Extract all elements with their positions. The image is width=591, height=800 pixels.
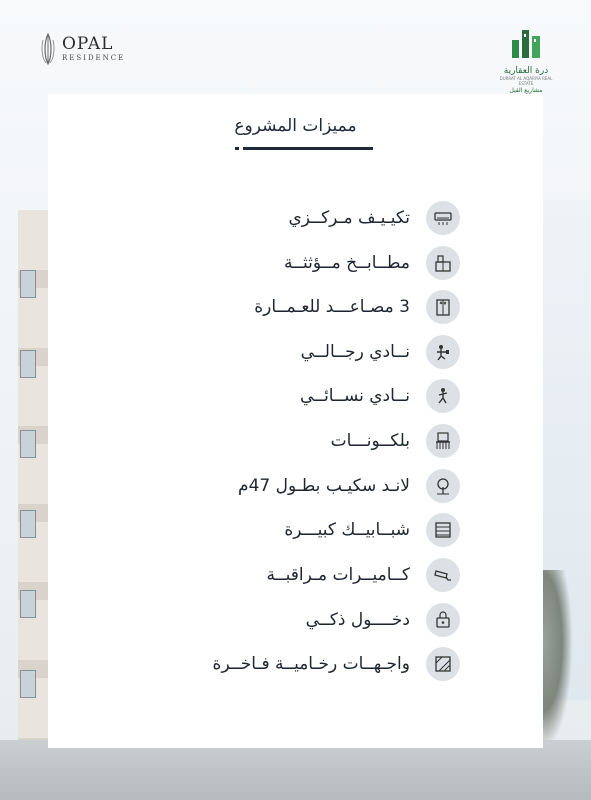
building-window [20, 510, 36, 538]
feature-item [170, 289, 460, 325]
feature-item [170, 378, 460, 414]
leaf-logo-icon [40, 32, 56, 66]
title-underline [243, 147, 373, 150]
brand-right-tag: مشاريع القيل [509, 87, 543, 94]
feature-item [170, 245, 460, 281]
feature-item [170, 334, 460, 370]
feature-label: كــاميــرات مـراقبــة [266, 565, 410, 585]
building-window [20, 670, 36, 698]
building-window [20, 430, 36, 458]
page-title: مميزات المشروع [234, 116, 357, 136]
building-window [20, 350, 36, 378]
brand-sub: RESIDENCE [62, 54, 126, 62]
feature-item [170, 512, 460, 548]
feature-item [170, 423, 460, 459]
brand-right-sub: DURRAT AL AQARIYA REAL ESTATE [499, 76, 553, 86]
air-conditioner-icon [426, 201, 460, 235]
marble-facade-icon [426, 647, 460, 681]
feature-label: واجـهــات رخـاميــة فـاخــرة [212, 654, 410, 674]
landscape-tree-icon [426, 469, 460, 503]
feature-label: 3 مصـاعـــد للعـمــارة [254, 297, 410, 317]
feature-item [170, 557, 460, 593]
building-window [20, 270, 36, 298]
window-icon [426, 513, 460, 547]
building-window [20, 590, 36, 618]
balcony-icon [426, 424, 460, 458]
kitchen-icon [426, 246, 460, 280]
brand-right-name: درة العقارية [503, 66, 549, 76]
feature-label: دخــــول ذكــي [305, 610, 410, 630]
feature-label: لانـد سكيـب بطـول 47م [238, 476, 410, 496]
elevator-icon [426, 290, 460, 324]
feature-item [170, 468, 460, 504]
feature-item [170, 646, 460, 682]
feature-label: بلكــونـــات [330, 431, 410, 451]
feature-label: تكيـيـف مـركــزي [288, 208, 410, 228]
feature-label: مطــابــخ مــؤثثــة [283, 253, 410, 273]
feature-item [170, 602, 460, 638]
feature-label: نــادي نســائــي [299, 386, 410, 406]
security-camera-icon [426, 558, 460, 592]
womens-gym-icon [426, 379, 460, 413]
brand-name: OPAL [62, 34, 114, 54]
feature-label: شبــابيــك كبيـــرة [284, 520, 410, 540]
feature-item [170, 200, 460, 236]
mens-gym-icon [426, 335, 460, 369]
background-building [18, 210, 48, 770]
durrat-logo [495, 26, 557, 94]
opal-residence-logo [40, 32, 125, 66]
building-logo-icon [509, 26, 543, 60]
feature-label: نــادي رجــالــي [300, 342, 410, 362]
background-street [0, 740, 591, 800]
smart-lock-icon [426, 603, 460, 637]
